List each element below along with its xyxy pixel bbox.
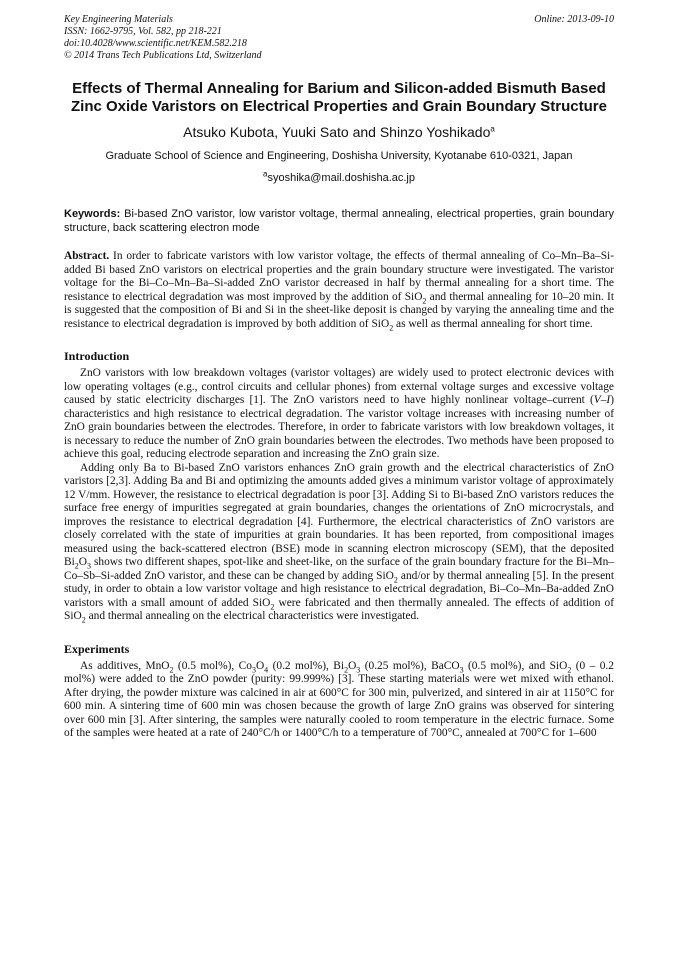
subscript: 2 <box>567 664 572 674</box>
subscript: 2 <box>270 601 275 611</box>
text-run: As additives, MnO <box>80 659 170 672</box>
subscript: 2 <box>344 664 349 674</box>
introduction-paragraph-2 <box>64 462 614 624</box>
email-address: syoshika@mail.doshisha.ac.jp <box>267 172 415 184</box>
subscript: 3 <box>251 664 256 674</box>
paper-page <box>64 14 614 741</box>
text-run: (0.25 mol%), BaCO <box>360 659 460 672</box>
email-line <box>64 171 614 185</box>
text-run: and thermal annealing on the electrical characteristics were investigated. <box>85 610 420 622</box>
text-run: (0.2 mol%), Bi <box>268 659 345 672</box>
paper-title: Effects of Thermal Annealing for Barium and Silicon-added Bismuth Based Zinc Oxide Varistors on Electrical Properties and Grain Boundary Structure <box>71 80 607 115</box>
email-superscript: a <box>263 169 268 179</box>
subscript: 2 <box>74 561 79 571</box>
keywords-text: Bi-based ZnO varistor, low varistor voltage, thermal annealing, electrical properties, grain boundary structure, back scattering electron mode <box>64 208 614 234</box>
doi-line: doi:10.4028/www.scientific.net/KEM.582.218 <box>64 38 247 49</box>
subscript: 2 <box>169 664 174 674</box>
author-list <box>64 124 614 141</box>
journal-name: Key Engineering Materials <box>64 14 173 25</box>
abstract-label: Abstract. <box>64 250 110 262</box>
introduction-heading: Introduction <box>64 349 130 363</box>
introduction-paragraph-1 <box>64 367 614 462</box>
subscript: 3 <box>459 664 464 674</box>
author-superscript: a <box>490 124 495 134</box>
authors-text: Atsuko Kubota, Yuuki Sato and Shinzo Yoshikado <box>183 124 491 140</box>
text-run: O <box>78 556 87 568</box>
issn-line: ISSN: 1662-9795, Vol. 582, pp 218-221 <box>64 26 222 37</box>
vi-italic: V–I <box>593 394 611 406</box>
abstract-section <box>64 250 614 331</box>
text-run: O <box>348 659 357 672</box>
text-run: O <box>255 659 265 672</box>
keywords-section <box>64 207 614 235</box>
text-run: (0.5 mol%), and SiO <box>463 659 568 672</box>
journal-header <box>64 14 614 62</box>
online-date: Online: 2013-09-10 <box>534 14 614 25</box>
subscript: 4 <box>264 664 269 674</box>
experiments-heading: Experiments <box>64 641 130 656</box>
experiments-paragraph <box>64 660 614 741</box>
text-run: were fabricated and then thermally annealed. The effects of addition of SiO <box>64 596 614 622</box>
subscript: 2 <box>81 615 86 625</box>
copyright-line: © 2014 Trans Tech Publications Ltd, Switzerland <box>64 50 262 61</box>
keywords-label: Keywords: <box>64 208 121 220</box>
text-run: Adding only Ba to Bi-based ZnO varistors enhances ZnO grain growth and the electrical characteristics of ZnO varistors [2,3]. Adding Ba and Bi and optimizing the amounts added gives a minimum varistor voltage of approximately 12 V/mm. However, the resistance to electrical degradation is poor [3]. Adding Si to Bi-based ZnO varistors reduces the surface free energy of impurities segregated at grain boundaries, changes the orientations of ZnO microcrystals, and improves the resistance to electrical degradation [4]. Furthermore, the electrical characteristics of ZnO varistors are closely correlated with the state of impurities at grain boundaries. It has been reported, from compositional images measured using the back-scattered electron (BSE) mode in scanning electron microscopy (SEM), that the deposited Bi <box>64 461 614 568</box>
text-run: (0.5 mol%), Co <box>173 659 252 672</box>
subscript: 3 <box>356 664 361 674</box>
abstract-text-1: In order to fabricate varistors with low varistor voltage, the effects of thermal annealing of Co–Mn–Ba–Si-added Bi based ZnO varistors on electrical properties and the grain boundary structure were investigated. The varistor voltage for the Bi–Co–Mn–Ba–Si-added ZnO varistor decreased in half by thermal annealing for a short time. The resistance to electrical degradation was most improved by the addition of SiO <box>64 250 614 303</box>
subscript: 3 <box>87 561 91 571</box>
text-run: ZnO varistors with low breakdown voltages (varistor voltages) are widely used to protect electronic devices with low operating voltages (e.g., control circuits and cellular phones) from external voltage surges and excessive voltage caused by static electricity discharges [1]. The ZnO varistors need to have highly nonlinear voltage–current ( <box>64 367 614 406</box>
text-run: and/or by thermal annealing [5]. In the present study, in order to obtain a low varistor voltage and high resistance to electrical degradation, Bi–Co–Mn–Ba-added ZnO varistors with a small amount of added SiO <box>64 569 614 609</box>
abstract-text-3: as well as thermal annealing for short time. <box>393 317 593 330</box>
subscript: 2 <box>389 322 394 332</box>
subscript: 2 <box>393 574 398 584</box>
text-run: shows two different shapes, spot-like and sheet-like, on the surface of the grain boundary fracture for the Bi–Mn–Co–Sb–Si-added ZnO varistor, and these can be changed by adding SiO <box>64 556 614 582</box>
text-run: ) characteristics and high resistance to electrical degradation. The varistor voltage increases with increasing number of ZnO grain boundaries between the electrodes. Therefore, in order to fabricate varistors with low breakdown voltages, it is necessary to reduce the number of ZnO grain boundaries between the electrodes. Two methods have been proposed to achieve this goal, reducing electrode separation and increasing the ZnO grain size. <box>64 394 614 460</box>
subscript: 2 <box>422 295 427 305</box>
affiliation: Graduate School of Science and Engineering, Doshisha University, Kyotanabe 610-0321, Japan <box>105 150 573 162</box>
text-run: (0 – 0.2 mol%) were added to the ZnO powder (purity: 99.999%) [3]. These starting materials were wet mixed with ethanol. After drying, the powder mixture was calcined in air at 600°C for 300 min, pulverized, and sintered in air at 1150°C for 600 min. A sintering time of 600 min was chosen because the growth of large ZnO grains was observed for sintering over 600 min [3]. After sintering, the samples were naturally cooled to room temperature in the electric furnace. Some of the samples were heated at a rate of 240°C/h or 1400°C/h to a temperature of 700°C, annealed at 700°C for 1–600 <box>64 659 614 739</box>
abstract-text-2: and thermal annealing for 10–20 min. It is suggested that the composition of Bi and Si in the sheet-like deposit is changed by varying the annealing time and the resistance to electrical degradation is improved by both addition of SiO <box>64 290 614 330</box>
